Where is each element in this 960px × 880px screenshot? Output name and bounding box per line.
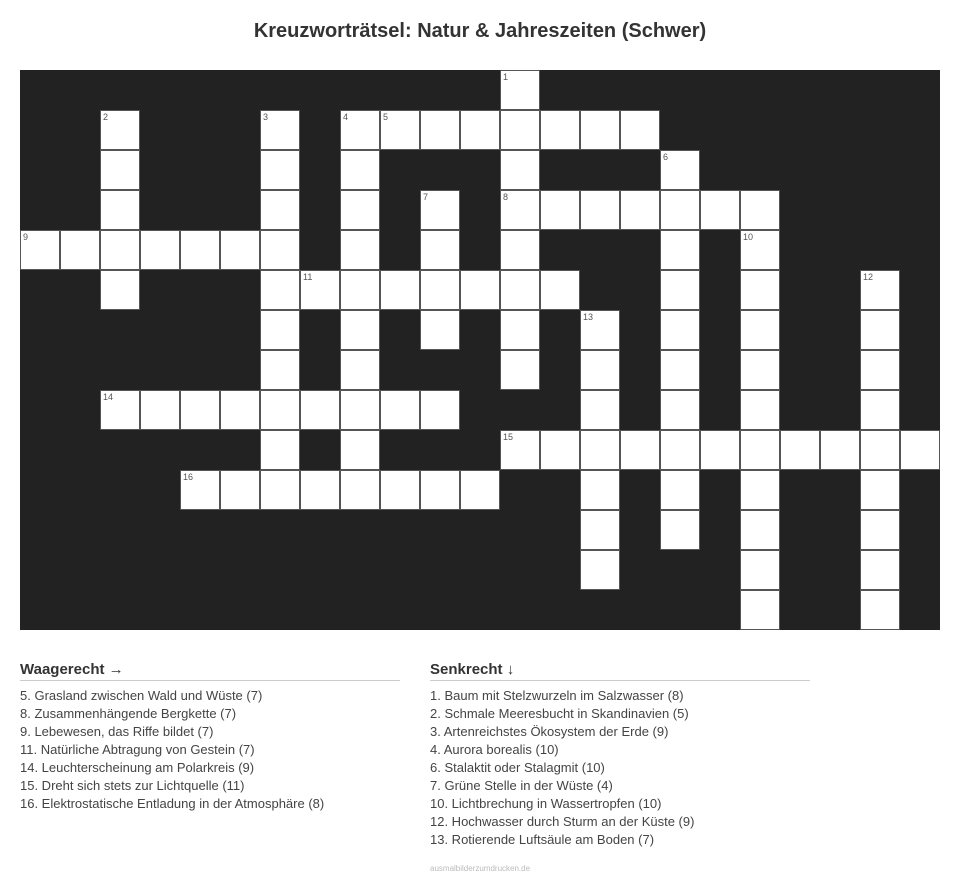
clue-number: 16 [183, 472, 194, 482]
crossword-cell[interactable] [340, 110, 380, 150]
crossword-cell[interactable] [180, 470, 220, 510]
crossword-cell[interactable] [540, 190, 580, 230]
crossword-cell[interactable] [300, 270, 340, 310]
crossword-cell[interactable] [420, 190, 460, 230]
footer-credit: ausmalbilderzumdrucken.de [430, 864, 531, 873]
crossword-cell[interactable] [740, 350, 780, 390]
crossword-cell[interactable] [60, 230, 100, 270]
crossword-cell[interactable] [180, 230, 220, 270]
clue-item: 14. Leuchterscheinung am Polarkreis (9) [20, 760, 255, 775]
crossword-cell[interactable] [420, 270, 460, 310]
crossword-cell[interactable] [660, 430, 700, 470]
crossword-cell[interactable] [340, 350, 380, 390]
crossword-cell[interactable] [580, 350, 620, 390]
crossword-cell[interactable] [740, 430, 780, 470]
crossword-cell[interactable] [460, 270, 500, 310]
crossword-cell[interactable] [740, 230, 780, 270]
crossword-cell[interactable] [500, 270, 540, 310]
clue-item: 3. Artenreichstes Ökosystem der Erde (9) [430, 724, 669, 739]
crossword-cell[interactable] [340, 470, 380, 510]
clue-number: 15 [503, 432, 514, 442]
clue-item: 9. Lebewesen, das Riffe bildet (7) [20, 724, 214, 739]
crossword-cell[interactable] [420, 230, 460, 270]
crossword-cell[interactable] [860, 430, 900, 470]
crossword-cell[interactable] [580, 510, 620, 550]
clue-number: 14 [103, 392, 114, 402]
crossword-cell[interactable] [260, 310, 300, 350]
clue-number: 12 [863, 272, 874, 282]
page-title: Kreuzworträtsel: Natur & Jahreszeiten (Schwer) [253, 20, 707, 42]
crossword-cell[interactable] [860, 590, 900, 630]
crossword-cell[interactable] [860, 310, 900, 350]
crossword-cell[interactable] [740, 190, 780, 230]
crossword-cell[interactable] [260, 110, 300, 150]
crossword-cell[interactable] [860, 270, 900, 310]
crossword-cell[interactable] [260, 390, 300, 430]
crossword-cell[interactable] [100, 230, 140, 270]
crossword-cell[interactable] [500, 310, 540, 350]
clue-item: 8. Zusammenhängende Bergkette (7) [20, 706, 237, 721]
crossword-cell[interactable] [660, 230, 700, 270]
crossword-cell[interactable] [700, 430, 740, 470]
across-clue-list [20, 687, 400, 813]
crossword-cell[interactable] [860, 350, 900, 390]
clue-item: 2. Schmale Meeresbucht in Skandinavien (5) [430, 706, 689, 721]
crossword-cell[interactable] [580, 110, 620, 150]
crossword-cell[interactable] [340, 190, 380, 230]
crossword-cell[interactable] [660, 470, 700, 510]
crossword-cell[interactable] [220, 390, 260, 430]
crossword-cell[interactable] [460, 470, 500, 510]
crossword-cell[interactable] [140, 390, 180, 430]
crossword-cell[interactable] [340, 310, 380, 350]
crossword-cell[interactable] [340, 390, 380, 430]
crossword-cell[interactable] [340, 430, 380, 470]
crossword-cell[interactable] [580, 430, 620, 470]
clue-number: 2 [103, 112, 109, 122]
clue-number: 10 [743, 232, 754, 242]
clue-number: 11 [303, 272, 313, 282]
crossword-cell[interactable] [380, 470, 420, 510]
down-heading: Senkrecht ↓ [430, 660, 810, 681]
crossword-cell[interactable] [460, 110, 500, 150]
clue-item: 5. Grasland zwischen Wald und Wüste (7) [20, 688, 263, 703]
crossword-cell[interactable] [220, 470, 260, 510]
crossword-cell[interactable] [660, 310, 700, 350]
crossword-cell[interactable] [580, 390, 620, 430]
clue-number: 1 [503, 72, 509, 82]
crossword-cell[interactable] [620, 430, 660, 470]
crossword-cell[interactable] [860, 470, 900, 510]
crossword-cell[interactable] [780, 430, 820, 470]
crossword-cell[interactable] [100, 390, 140, 430]
crossword-cell[interactable] [740, 470, 780, 510]
crossword-cell[interactable] [660, 190, 700, 230]
crossword-cell[interactable] [340, 150, 380, 190]
crossword-cell[interactable] [740, 510, 780, 550]
clue-number: 9 [23, 232, 29, 242]
crossword-cell[interactable] [660, 270, 700, 310]
crossword-cell[interactable] [260, 190, 300, 230]
crossword-cell[interactable] [340, 270, 380, 310]
crossword-cell[interactable] [380, 390, 420, 430]
across-clues [20, 660, 400, 813]
clue-item: 7. Grüne Stelle in der Wüste (4) [430, 778, 613, 793]
across-heading: Waagerecht → [20, 660, 400, 681]
crossword-cell[interactable] [100, 270, 140, 310]
crossword-cell[interactable] [500, 190, 540, 230]
crossword-cell[interactable] [260, 150, 300, 190]
crossword-cell[interactable] [100, 190, 140, 230]
crossword-cell[interactable] [860, 550, 900, 590]
crossword-cell[interactable] [740, 550, 780, 590]
clue-number: 13 [583, 312, 594, 322]
down-clue-list [430, 687, 810, 849]
crossword-cell[interactable] [300, 390, 340, 430]
down-clues [430, 660, 810, 849]
crossword-cell[interactable] [660, 510, 700, 550]
crossword-cell[interactable] [580, 470, 620, 510]
crossword-cell[interactable] [820, 430, 860, 470]
crossword-cell[interactable] [260, 350, 300, 390]
crossword-cell[interactable] [220, 230, 260, 270]
crossword-cell[interactable] [660, 150, 700, 190]
crossword-cell[interactable] [660, 350, 700, 390]
crossword-cell[interactable] [580, 550, 620, 590]
crossword-cell[interactable] [740, 270, 780, 310]
crossword-cell[interactable] [260, 270, 300, 310]
crossword-cell[interactable] [500, 230, 540, 270]
crossword-grid [20, 70, 940, 630]
clue-number: 8 [503, 192, 509, 202]
crossword-cell[interactable] [740, 590, 780, 630]
crossword-cell[interactable] [420, 310, 460, 350]
clue-item: 6. Stalaktit oder Stalagmit (10) [430, 760, 605, 775]
clue-number: 4 [343, 112, 349, 122]
clue-number: 7 [423, 192, 429, 202]
crossword-cell[interactable] [700, 190, 740, 230]
crossword-cell[interactable] [20, 230, 60, 270]
crossword-cell[interactable] [260, 430, 300, 470]
crossword-cell[interactable] [740, 390, 780, 430]
crossword-cell[interactable] [100, 150, 140, 190]
crossword-cell[interactable] [420, 470, 460, 510]
crossword-cell[interactable] [300, 470, 340, 510]
crossword-cell[interactable] [580, 310, 620, 350]
crossword-cell[interactable] [500, 350, 540, 390]
crossword-cell[interactable] [260, 470, 300, 510]
crossword-cell[interactable] [500, 150, 540, 190]
clue-item: 11. Natürliche Abtragung von Gestein (7) [20, 742, 255, 757]
crossword-cell[interactable] [340, 230, 380, 270]
crossword-cell[interactable] [260, 230, 300, 270]
clue-item: 13. Rotierende Luftsäule am Boden (7) [430, 832, 655, 847]
crossword-cell[interactable] [540, 270, 580, 310]
crossword-cell[interactable] [860, 390, 900, 430]
clue-number: 5 [383, 112, 389, 122]
crossword-cell[interactable] [140, 230, 180, 270]
crossword-cell[interactable] [420, 110, 460, 150]
crossword-cell[interactable] [180, 390, 220, 430]
clue-item: 1. Baum mit Stelzwurzeln im Salzwasser (8) [430, 688, 684, 703]
crossword-cell[interactable] [420, 390, 460, 430]
clue-item: 16. Elektrostatische Entladung in der Atmosphäre (8) [20, 796, 325, 811]
crossword-cell[interactable] [900, 430, 940, 470]
crossword-cell[interactable] [620, 190, 660, 230]
crossword-cell[interactable] [100, 110, 140, 150]
crossword-cell[interactable] [500, 110, 540, 150]
clue-number: 6 [663, 152, 669, 162]
crossword-cell[interactable] [380, 270, 420, 310]
clue-number: 3 [263, 112, 269, 122]
clue-item: 15. Dreht sich stets zur Lichtquelle (11) [20, 778, 245, 793]
crossword-cell[interactable] [500, 70, 540, 110]
clue-item: 4. Aurora borealis (10) [430, 742, 559, 757]
crossword-cell[interactable] [660, 390, 700, 430]
crossword-cell[interactable] [540, 430, 580, 470]
crossword-cell[interactable] [540, 110, 580, 150]
crossword-cell[interactable] [380, 110, 420, 150]
crossword-cell[interactable] [580, 190, 620, 230]
crossword-cell[interactable] [620, 110, 660, 150]
crossword-cell[interactable] [500, 430, 540, 470]
crossword-cell[interactable] [740, 310, 780, 350]
crossword-cell[interactable] [860, 510, 900, 550]
clue-item: 12. Hochwasser durch Sturm an der Küste (9) [430, 814, 695, 829]
clue-item: 10. Lichtbrechung in Wassertropfen (10) [430, 796, 662, 811]
